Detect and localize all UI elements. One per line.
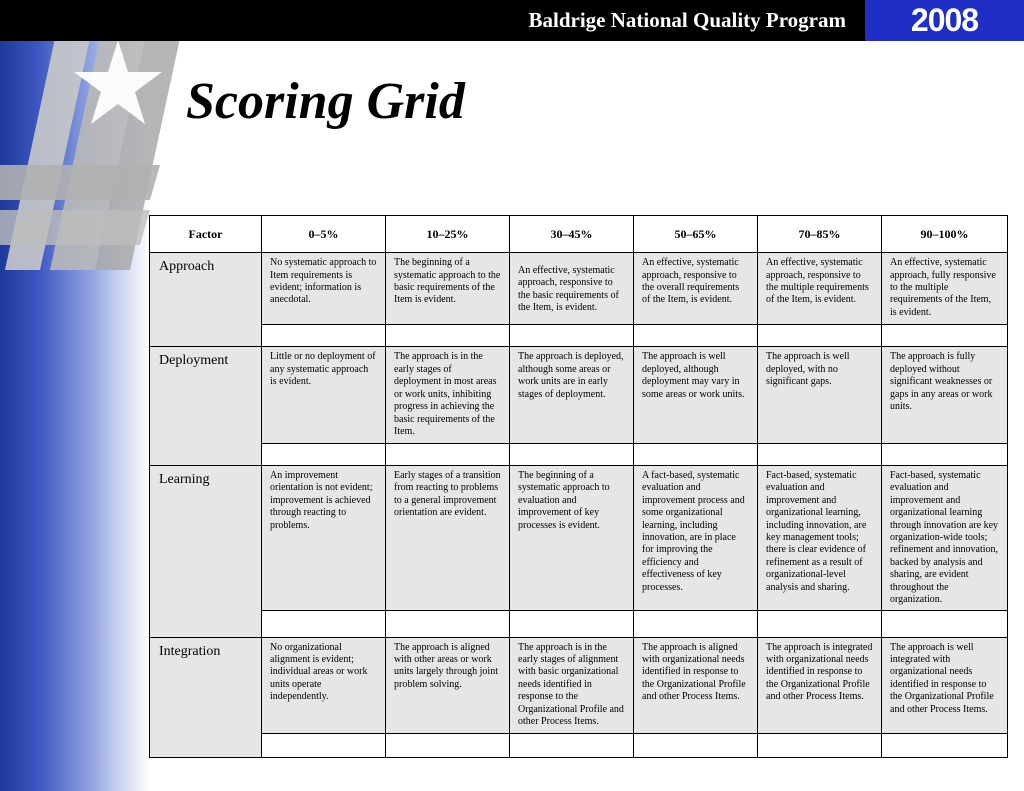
table-cell: The beginning of a systematic approach to the basic requirements of the Item is evident. bbox=[386, 253, 510, 325]
blank-cell bbox=[386, 443, 510, 465]
table-row bbox=[150, 465, 1008, 611]
table-row bbox=[150, 637, 1008, 733]
table-cell: Fact-based, systematic evaluation and improvement and organizational learning through innovation are key organization-wide tools; refinement and innovation, backed by analysis and sharing, are evident throughout the organization. bbox=[882, 465, 1008, 611]
factor-label: Approach bbox=[150, 253, 262, 347]
blank-cell bbox=[758, 733, 882, 757]
table-cell: The approach is well integrated with organizational needs identified in response to the Organizational Profile and other Process Items. bbox=[882, 637, 1008, 733]
blank-cell bbox=[262, 325, 386, 347]
table-cell: Fact-based, systematic evaluation and improvement and organizational learning, including innovation, are key management tools; there is clear evidence of refinement as a result of organizational-level analysis and sharing. bbox=[758, 465, 882, 611]
table-header-row bbox=[150, 216, 1008, 253]
column-header: 50–65% bbox=[634, 216, 758, 253]
table-cell: A fact-based, systematic evaluation and improvement process and some organizational learning, including innovation, are in place for improving the efficiency and effectiveness of key processes. bbox=[634, 465, 758, 611]
table-cell: The approach is in the early stages of alignment with basic organizational needs identified in response to the Organizational Profile and other Process Items. bbox=[510, 637, 634, 733]
blank-cell bbox=[386, 611, 510, 637]
blank-cell bbox=[386, 733, 510, 757]
blank-cell bbox=[510, 325, 634, 347]
table-cell: An effective, systematic approach, fully responsive to the multiple requirements of the Item, is evident. bbox=[882, 253, 1008, 325]
blank-cell bbox=[510, 443, 634, 465]
table-cell: No organizational alignment is evident; individual areas or work units operate independently. bbox=[262, 637, 386, 733]
table-cell: The approach is well deployed, with no significant gaps. bbox=[758, 347, 882, 443]
column-header: 10–25% bbox=[386, 216, 510, 253]
blank-cell bbox=[386, 325, 510, 347]
table-cell: The approach is in the early stages of deployment in most areas or work units, inhibiting progress in achieving the basic requirements of the Item. bbox=[386, 347, 510, 443]
blank-cell bbox=[634, 325, 758, 347]
column-header: 0–5% bbox=[262, 216, 386, 253]
program-title: Baldrige National Quality Program bbox=[528, 8, 846, 32]
table-cell: The approach is aligned with other areas or work units largely through joint problem solving. bbox=[386, 637, 510, 733]
factor-label: Deployment bbox=[150, 347, 262, 465]
blank-cell bbox=[634, 443, 758, 465]
scoring-grid-table bbox=[149, 215, 1008, 758]
table-row bbox=[150, 347, 1008, 443]
blank-cell bbox=[758, 443, 882, 465]
column-header-factor: Factor bbox=[150, 216, 262, 253]
table-cell: The approach is deployed, although some areas or work units are in early stages of deployment. bbox=[510, 347, 634, 443]
table-cell: An effective, systematic approach, responsive to the multiple requirements of the Item, is evident. bbox=[758, 253, 882, 325]
column-header: 30–45% bbox=[510, 216, 634, 253]
blank-cell bbox=[882, 443, 1008, 465]
table-cell: Little or no deployment of any systematic approach is evident. bbox=[262, 347, 386, 443]
table-row bbox=[150, 253, 1008, 325]
blank-row bbox=[150, 611, 1008, 637]
table-cell: An effective, systematic approach, responsive to the overall requirements of the Item, is evident. bbox=[634, 253, 758, 325]
table-cell: The beginning of a systematic approach to evaluation and improvement of key processes is evident. bbox=[510, 465, 634, 611]
factor-label: Learning bbox=[150, 465, 262, 637]
table-cell: An effective, systematic approach, responsive to the basic requirements of the Item, is evident. bbox=[510, 253, 634, 325]
blank-cell bbox=[634, 733, 758, 757]
table-cell: The approach is integrated with organizational needs identified in response to the Organizational Profile and other Process Items. bbox=[758, 637, 882, 733]
blank-cell bbox=[882, 733, 1008, 757]
blank-cell bbox=[510, 611, 634, 637]
table-cell: The approach is fully deployed without significant weaknesses or gaps in any areas or work units. bbox=[882, 347, 1008, 443]
blank-cell bbox=[262, 733, 386, 757]
blank-row bbox=[150, 443, 1008, 465]
year-box bbox=[865, 0, 1024, 41]
column-header: 90–100% bbox=[882, 216, 1008, 253]
table-cell: The approach is well deployed, although deployment may vary in some areas or work units. bbox=[634, 347, 758, 443]
blank-cell bbox=[510, 733, 634, 757]
blank-cell bbox=[882, 325, 1008, 347]
blank-cell bbox=[262, 443, 386, 465]
blank-cell bbox=[634, 611, 758, 637]
page-title: Scoring Grid bbox=[186, 73, 465, 130]
top-header-bar bbox=[0, 0, 1024, 41]
blank-cell bbox=[882, 611, 1008, 637]
table-cell: Early stages of a transition from reacting to problems to a general improvement orientation are evident. bbox=[386, 465, 510, 611]
blank-row bbox=[150, 325, 1008, 347]
table-cell: No systematic approach to Item requirements is evident; information is anecdotal. bbox=[262, 253, 386, 325]
year-label: 2008 bbox=[910, 2, 979, 38]
blank-cell bbox=[758, 325, 882, 347]
blank-cell bbox=[758, 611, 882, 637]
blank-row bbox=[150, 733, 1008, 757]
table-cell: An improvement orientation is not evident; improvement is achieved through reacting to problems. bbox=[262, 465, 386, 611]
column-header: 70–85% bbox=[758, 216, 882, 253]
factor-label: Integration bbox=[150, 637, 262, 757]
blank-cell bbox=[262, 611, 386, 637]
table-cell: The approach is aligned with organizational needs identified in response to the Organizational Profile and other Process Items. bbox=[634, 637, 758, 733]
